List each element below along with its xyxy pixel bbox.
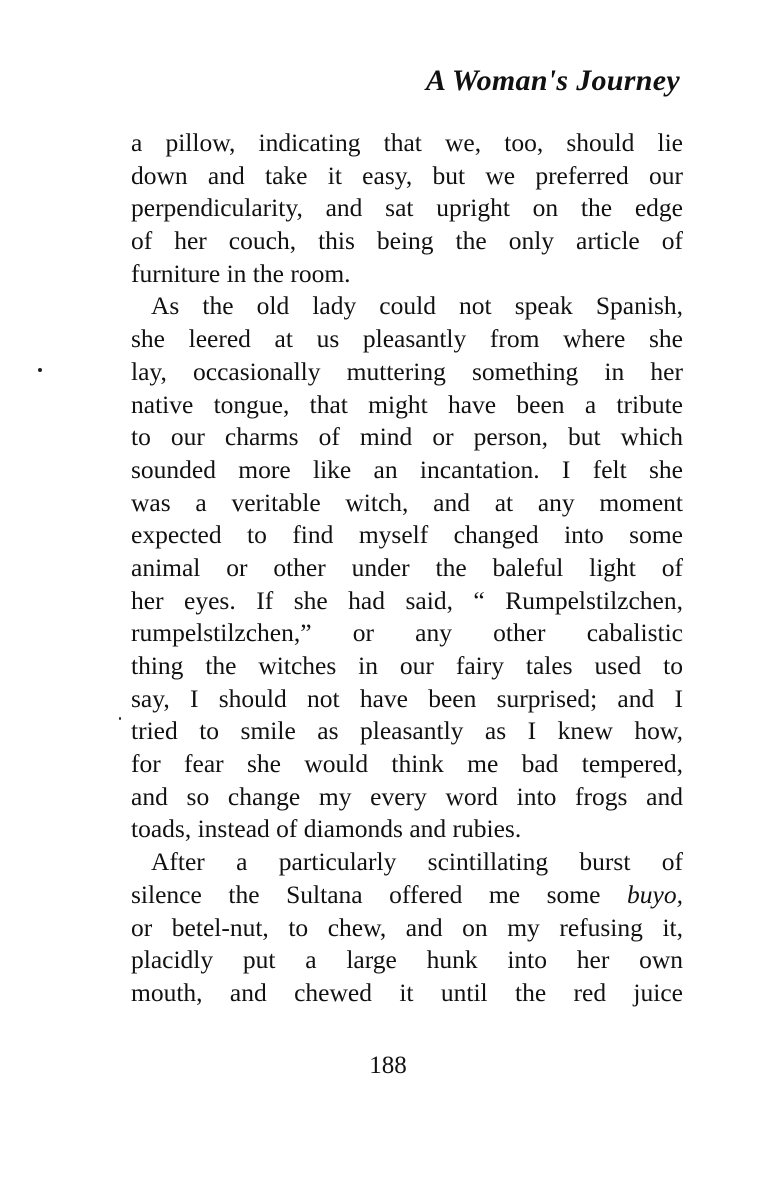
text-line: lay, occasionally muttering something in her — [131, 356, 683, 386]
text-line: say, I should not have been surprised; and I — [131, 683, 683, 713]
text-line: animal or other under the baleful light of — [131, 552, 683, 582]
page-number: 188 — [369, 1052, 407, 1079]
text-line: perpendicularity, and sat upright on the edge — [131, 193, 683, 223]
text-line: expected to find myself changed into some — [131, 520, 683, 550]
text-line: tried to smile as pleasantly as I knew how, — [131, 716, 683, 746]
text-line: of her couch, this being the only article of — [131, 226, 683, 256]
paragraph-start-line: After a particularly scintillating burst of — [151, 847, 683, 877]
text-line: down and take it easy, but we preferred our — [131, 160, 683, 190]
text-line: she leered at us pleasantly from where she — [131, 324, 683, 354]
text-line: or betel-nut, to chew, and on my refusing it, — [131, 912, 683, 942]
text-line-with-italic — [131, 879, 683, 912]
text-line: to our charms of mind or person, but which — [131, 422, 683, 452]
running-head: A Woman's Journey — [425, 64, 680, 97]
text-line: native tongue, that might have been a tribute — [131, 389, 683, 419]
text-line: her eyes. If she had said, “ Rumpelstilzchen, — [131, 585, 683, 615]
text-line-part: silence the Sultana offered me some — [131, 879, 601, 909]
text-line: and so change my every word into frogs and — [131, 781, 683, 811]
paragraph-start-line: As the old lady could not speak Spanish, — [151, 291, 683, 321]
margin-speck — [119, 717, 121, 720]
body-text — [131, 127, 683, 1010]
text-line: placidly put a large hunk into her own — [131, 945, 683, 975]
italic-word: buyo, — [627, 879, 683, 909]
margin-speck — [38, 368, 42, 372]
text-line: mouth, and chewed it until the red juice — [131, 977, 683, 1007]
text-line: rumpelstilzchen,” or any other cabalistic — [131, 618, 683, 648]
text-line: a pillow, indicating that we, too, should lie — [131, 128, 683, 157]
text-line: furniture in the room. — [131, 258, 351, 288]
text-line: for fear she would think me bad tempered, — [131, 749, 683, 779]
text-line: toads, instead of diamonds and rubies. — [131, 814, 522, 844]
text-line: thing the witches in our fairy tales used to — [131, 651, 683, 680]
text-line: was a veritable witch, and at any moment — [131, 487, 683, 517]
text-line: sounded more like an incantation. I felt she — [131, 454, 683, 484]
